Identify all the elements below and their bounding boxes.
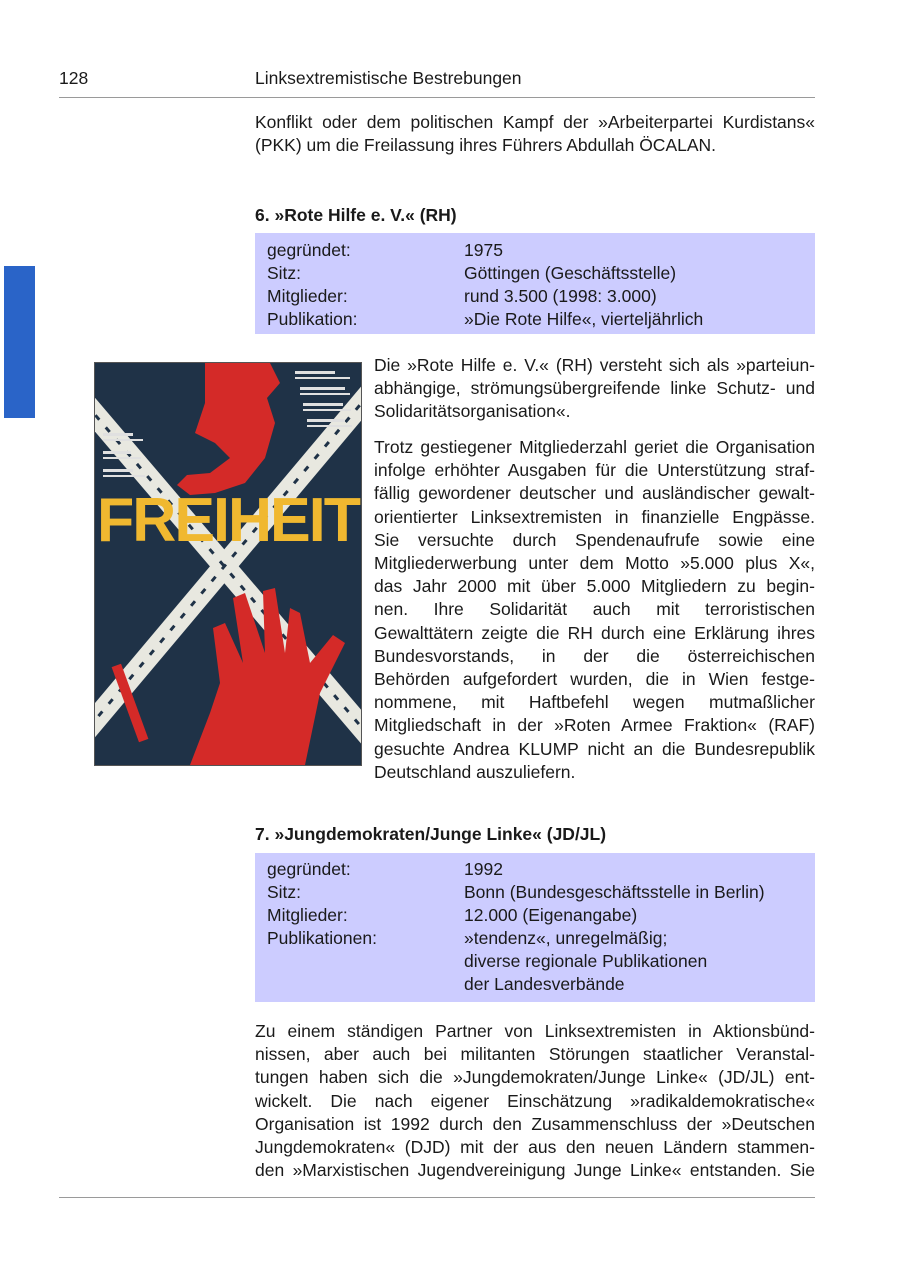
- text-line: orientierter Linksextremisten in finanzielle Engpässe.: [374, 506, 815, 527]
- text-line: wickelt. Die nach eigener Einschätzung »radikaldemokratische«: [255, 1090, 815, 1111]
- fact-value: 12.000 (Eigenangabe): [464, 905, 638, 925]
- fact-box-jungdemokraten: [255, 853, 815, 1002]
- freiheit-poster-image: [94, 362, 362, 766]
- section-heading-jungdemokraten: 7. »Jungdemokraten/Junge Linke« (JD/JL): [255, 824, 607, 844]
- text-line: Jungdemokraten« (DJD) mit der aus den neuen Ländern stammen-: [255, 1137, 815, 1158]
- fact-label: Sitz:: [267, 882, 302, 902]
- text-line: abhängige, strömungsübergreifende linke Schutz- und: [374, 378, 815, 399]
- page-number: 128: [59, 68, 89, 88]
- fact-label: gegründet:: [267, 240, 351, 260]
- fact-value: »tendenz«, unregelmäßig;: [464, 928, 668, 948]
- fact-value: 1992: [464, 859, 503, 879]
- footer-rule: [59, 1197, 815, 1198]
- text-line: das Jahr 2000 mit über 5.000 Mitgliedern zu begin-: [374, 576, 815, 597]
- text-line: Die »Rote Hilfe e. V.« (RH) versteht sich als »parteiun-: [374, 355, 815, 375]
- poster-word: FREIHEIT: [97, 486, 361, 555]
- fact-value: Bonn (Bundesgeschäftsstelle in Berlin): [464, 882, 765, 902]
- text-line: (PKK) um die Freilassung ihres Führers Abdullah ÖCALAN.: [255, 135, 717, 156]
- fact-value: diverse regionale Publikationen: [464, 951, 708, 971]
- fact-value: rund 3.500 (1998: 3.000): [464, 286, 657, 306]
- fact-label: Publikation:: [267, 309, 358, 329]
- rote-hilfe-paragraph-2: [374, 436, 815, 784]
- fact-label: Mitglieder:: [267, 286, 348, 306]
- chapter-side-tab: [4, 266, 35, 418]
- header-rule: [59, 97, 815, 98]
- text-line: nen. Ihre Solidarität auch mit terroristischen: [374, 599, 815, 620]
- text-line: Mitgliederwerbung unter dem Motto »5.000 plus X«,: [374, 553, 815, 574]
- text-line: infolge erhöhter Ausgaben für die Unterstützung straf-: [374, 460, 815, 481]
- text-line: fällig gewordener deutscher und ausländischer gewalt-: [374, 483, 815, 504]
- text-line: Zu einem ständigen Partner von Linksextremisten in Aktionsbünd-: [255, 1021, 815, 1041]
- fact-label: Sitz:: [267, 263, 302, 283]
- text-line: Mitgliedschaft in der »Roten Armee Fraktion« (RAF): [374, 715, 815, 736]
- section-heading-rote-hilfe: 6. »Rote Hilfe e. V.« (RH): [255, 205, 457, 225]
- intro-paragraph: [255, 111, 815, 157]
- fact-label: Mitglieder:: [267, 905, 348, 925]
- fact-value: Göttingen (Geschäftsstelle): [464, 263, 677, 283]
- rote-hilfe-paragraph-1: [374, 354, 815, 424]
- fact-value: »Die Rote Hilfe«, vierteljährlich: [464, 309, 704, 329]
- text-line: Deutschland auszuliefern.: [374, 761, 576, 782]
- text-line: gesuchte Andrea KLUMP nicht an die Bundesrepublik: [374, 738, 815, 759]
- text-line: nissen, aber auch bei militanten Störungen staatlicher Veranstal-: [255, 1044, 815, 1065]
- fact-label: Publikationen:: [267, 928, 377, 948]
- fact-label: gegründet:: [267, 859, 351, 879]
- text-line: Trotz gestiegener Mitgliederzahl geriet die Organisation: [374, 437, 815, 457]
- jungdemokraten-paragraph: [255, 1020, 815, 1182]
- fact-box-rote-hilfe: [255, 233, 815, 334]
- fact-value: der Landesverbände: [464, 974, 625, 994]
- text-line: Behörden aufgefordert wurden, die in Wien festge-: [374, 669, 815, 690]
- text-line: Bundesvorstands, in der die österreichischen: [374, 645, 815, 666]
- text-line: Solidaritätsorganisation«.: [374, 401, 571, 422]
- text-line: tungen haben sich die »Jungdemokraten/Junge Linke« (JD/JL) ent-: [255, 1067, 815, 1088]
- text-line: Organisation ist 1992 durch den Zusammenschluss der »Deutschen: [255, 1113, 815, 1134]
- text-line: Gewalttätern zeigte die RH durch eine Erklärung ihres: [374, 622, 815, 643]
- text-line: Konflikt oder dem politischen Kampf der »Arbeiterpartei Kurdistans«: [255, 112, 815, 132]
- running-title: Linksextremistische Bestrebungen: [255, 68, 522, 88]
- text-line: Sie versuchte durch Spendenaufrufe sowie eine: [374, 529, 815, 550]
- fact-value: 1975: [464, 240, 503, 260]
- text-line: den »Marxistischen Jugendvereinigung Junge Linke« entstanden. Sie: [255, 1160, 815, 1181]
- text-line: nommene, mit Haftbefehl wegen mutmaßlicher: [374, 692, 815, 713]
